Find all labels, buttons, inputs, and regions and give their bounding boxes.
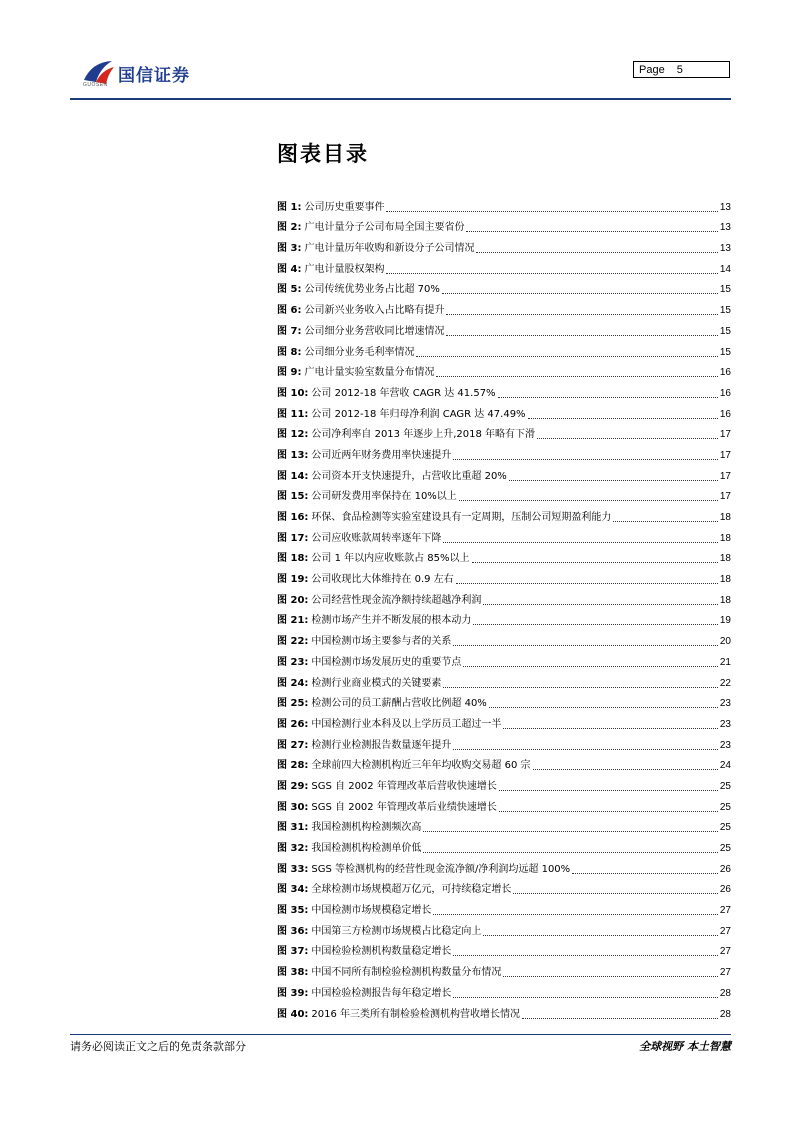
toc-entry-page: 25	[719, 843, 731, 854]
toc-entry-label: 图 37:	[277, 946, 309, 958]
toc-entry-label: 图 31:	[277, 822, 309, 834]
toc-entry-title: 中国不同所有制检验检测机构数量分布情况	[311, 967, 502, 979]
toc-entry-page: 18	[719, 553, 731, 565]
toc-dot-leader	[483, 604, 717, 605]
toc-entry[interactable]	[277, 338, 731, 359]
toc-entry-page: 25	[719, 822, 731, 834]
toc-entry[interactable]	[277, 234, 731, 255]
toc-entry-title: 公司新兴业务收入占比略有提升	[304, 305, 445, 317]
toc-entry-label: 图 10:	[277, 387, 309, 399]
toc-dot-leader	[386, 273, 717, 274]
toc-entry-page: 27	[719, 946, 731, 958]
toc-entry-page: 27	[719, 967, 731, 979]
toc-dot-leader	[503, 976, 717, 977]
toc-entry[interactable]	[277, 524, 731, 545]
toc-entry[interactable]	[277, 421, 731, 442]
toc-entry-label: 图 28:	[277, 760, 309, 772]
toc-entry-page: 16	[719, 387, 731, 399]
toc-dot-leader	[453, 955, 717, 956]
toc-entry-title: 公司经营性现金流净额持续超越净利润	[311, 594, 482, 606]
toc-entry-label: 图 17:	[277, 532, 309, 544]
toc-dot-leader	[499, 811, 718, 812]
toc-entry-page: 26	[719, 863, 731, 875]
toc-entry-label: 图 29:	[277, 780, 309, 792]
toc-dot-leader	[443, 687, 717, 688]
toc-entry[interactable]	[277, 296, 731, 317]
toc-entry[interactable]	[277, 483, 731, 504]
toc-entry[interactable]	[277, 607, 731, 628]
toc-entry[interactable]	[277, 958, 731, 979]
toc-entry[interactable]	[277, 917, 731, 938]
toc-entry-label: 图 9:	[277, 367, 302, 379]
toc-entry[interactable]	[277, 690, 731, 711]
toc-entry-label: 图 36:	[277, 925, 309, 937]
toc-entry-page: 25	[719, 780, 731, 792]
toc-entry-page: 13	[719, 201, 731, 213]
toc-entry-title: 广电计量实验室数量分布情况	[304, 367, 435, 379]
footer-slogan: 全球视野 本土智慧	[639, 1040, 731, 1053]
toc-entry[interactable]	[277, 752, 731, 773]
toc-entry-title: 公司 1 年以内应收账款占 85%以上	[311, 553, 470, 565]
toc-entry-title: 公司资本开支快速提升，占营收比重超 20%	[311, 470, 507, 482]
toc-entry-page: 14	[719, 263, 731, 275]
toc-entry-label: 图 39:	[277, 987, 309, 999]
toc-entry-page: 16	[719, 367, 731, 379]
toc-entry-title: 公司 2012-18 年营收 CAGR 达 41.57%	[311, 387, 496, 399]
toc-entry-page: 21	[719, 656, 731, 668]
toc-entry-title: 全球检测市场规模超万亿元，可持续稳定增长	[311, 884, 512, 896]
toc-entry-label: 图 21:	[277, 615, 309, 627]
toc-entry-label: 图 16:	[277, 512, 309, 523]
toc-entry-page: 28	[719, 987, 731, 999]
toc-entry-label: 图 3:	[277, 243, 302, 255]
toc-entry-label: 图 24:	[277, 677, 309, 689]
toc-entry-page: 24	[719, 760, 731, 772]
toc-entry[interactable]	[277, 876, 731, 897]
toc-dot-leader	[416, 356, 717, 357]
toc-entry-title: 公司 2012-18 年归母净利润 CAGR 达 47.49%	[311, 408, 526, 420]
toc-entry-page: 15	[719, 305, 731, 317]
toc-entry-label: 图 13:	[277, 449, 309, 461]
toc-entry-label: 图 25:	[277, 698, 309, 710]
page-number: 5	[676, 64, 683, 76]
toc-entry-page: 17	[719, 429, 731, 441]
toc-dot-leader	[446, 314, 717, 315]
toc-entry-page: 13	[719, 222, 731, 234]
toc-entry[interactable]	[277, 731, 731, 752]
toc-entry-page: 18	[719, 574, 731, 586]
toc-dot-leader	[433, 914, 717, 915]
toc-entry-title: 公司近两年财务费用率快速提升	[311, 449, 452, 461]
toc-entry-label: 图 4:	[277, 263, 302, 275]
toc-entry-label: 图 33:	[277, 863, 309, 875]
toc-dot-leader	[503, 728, 717, 729]
toc-entry-page: 27	[719, 905, 731, 917]
toc-entry-title: 中国检测行业本科及以上学历员工超过一半	[311, 718, 502, 730]
toc-entry[interactable]	[277, 669, 731, 690]
toc-entry-title: SGS 自 2002 年管理改革后业绩快速增长	[311, 801, 497, 813]
toc-entry[interactable]	[277, 565, 731, 586]
toc-entry-title: 公司收现比大体维持在 0.9 左右	[311, 574, 454, 586]
toc-dot-leader	[499, 790, 718, 791]
toc-entry[interactable]	[277, 896, 731, 917]
toc-entry-title: 公司应收账款周转率逐年下降	[311, 532, 442, 544]
toc-dot-leader	[476, 252, 717, 253]
toc-entry-page: 23	[719, 718, 731, 730]
toc-entry-label: 图 19:	[277, 574, 309, 586]
page-title: 图表目录	[277, 141, 369, 166]
toc-entry[interactable]	[277, 710, 731, 731]
table-of-figures	[277, 193, 731, 1021]
toc-entry-label: 图 20:	[277, 594, 309, 606]
toc-entry-title: 检测行业检测报告数量逐年提升	[311, 739, 452, 751]
toc-dot-leader	[522, 1018, 718, 1019]
toc-dot-leader	[453, 645, 717, 646]
footer-divider	[70, 1034, 731, 1035]
toc-entry[interactable]	[277, 772, 731, 793]
toc-dot-leader	[466, 231, 717, 232]
toc-entry-title: SGS 等检测机构的经营性现金流净额/净利润均远超 100%	[311, 863, 571, 875]
toc-dot-leader	[498, 397, 718, 398]
toc-dot-leader	[533, 769, 718, 770]
toc-entry[interactable]	[277, 545, 731, 566]
toc-entry-label: 图 11:	[277, 408, 309, 420]
toc-entry-title: 中国第三方检测市场规模占比稳定向上	[311, 925, 482, 937]
toc-entry-page: 18	[719, 594, 731, 606]
toc-dot-leader	[453, 749, 717, 750]
toc-entry-label: 图 6:	[277, 305, 302, 317]
toc-entry[interactable]	[277, 938, 731, 959]
toc-dot-leader	[572, 873, 718, 874]
toc-dot-leader	[463, 666, 717, 667]
toc-entry-page: 26	[719, 884, 731, 896]
toc-entry-title: 全球前四大检测机构近三年年均收购交易超 60 宗	[311, 760, 531, 772]
toc-entry-title: 中国检测市场主要参与者的关系	[311, 636, 452, 648]
toc-entry-label: 图 23:	[277, 656, 309, 668]
toc-entry[interactable]	[277, 317, 731, 338]
toc-entry-page: 15	[719, 346, 731, 358]
toc-entry[interactable]	[277, 793, 731, 814]
toc-dot-leader	[473, 624, 717, 625]
toc-entry-label: 图 26:	[277, 718, 309, 730]
toc-dot-leader	[483, 935, 717, 936]
toc-entry-title: 检测行业商业模式的关键要素	[311, 677, 442, 689]
toc-dot-leader	[443, 542, 717, 543]
toc-dot-leader	[423, 831, 717, 832]
toc-entry[interactable]	[277, 462, 731, 483]
toc-entry-title: 公司细分业务营收同比增速情况	[304, 325, 445, 337]
toc-entry-page: 27	[719, 925, 731, 937]
toc-entry-page: 18	[719, 532, 731, 544]
toc-entry-label: 图 32:	[277, 843, 309, 854]
toc-entry-label: 图 35:	[277, 905, 309, 917]
page-label: Page	[639, 64, 665, 76]
toc-entry-page: 25	[719, 801, 731, 813]
toc-entry-page: 20	[719, 636, 731, 648]
toc-dot-leader	[423, 852, 717, 853]
toc-entry[interactable]	[277, 855, 731, 876]
toc-entry-title: 中国检验检测机构数量稳定增长	[311, 946, 452, 958]
toc-dot-leader	[513, 893, 717, 894]
toc-entry-label: 图 8:	[277, 346, 302, 358]
toc-entry[interactable]	[277, 503, 731, 524]
toc-entry-label: 图 40:	[277, 1008, 309, 1020]
header-divider	[70, 98, 731, 100]
toc-entry-label: 图 12:	[277, 429, 309, 441]
footer-disclaimer: 请务必阅读正文之后的免责条款部分	[70, 1040, 246, 1053]
toc-dot-leader	[446, 335, 717, 336]
toc-entry-page: 17	[719, 491, 731, 503]
toc-entry-title: 公司历史重要事件	[304, 201, 385, 213]
toc-entry-label: 图 38:	[277, 967, 309, 979]
toc-entry-label: 图 22:	[277, 636, 309, 648]
toc-entry-page: 17	[719, 470, 731, 482]
toc-entry-page: 28	[719, 1008, 731, 1020]
toc-entry-label: 图 5:	[277, 284, 302, 296]
toc-entry-title: 检测市场产生并不断发展的根本动力	[311, 615, 472, 627]
toc-entry[interactable]	[277, 214, 731, 235]
toc-entry-page: 23	[719, 698, 731, 710]
toc-entry-label: 图 1:	[277, 201, 302, 213]
toc-entry-title: 中国检测市场规模稳定增长	[311, 905, 432, 917]
toc-dot-leader	[613, 521, 717, 522]
toc-entry-page: 23	[719, 739, 731, 751]
toc-entry-label: 图 18:	[277, 553, 309, 565]
toc-dot-leader	[537, 438, 718, 439]
toc-entry-page: 17	[719, 449, 731, 461]
toc-entry-title: 广电计量分子公司布局全国主要省份	[304, 222, 465, 234]
toc-entry-label: 图 15:	[277, 491, 309, 503]
toc-entry[interactable]	[277, 979, 731, 1000]
toc-entry-page: 19	[719, 615, 731, 627]
toc-dot-leader	[528, 418, 718, 419]
brand-logo	[82, 58, 222, 90]
toc-entry-label: 图 2:	[277, 222, 302, 234]
toc-entry-title: 2016 年三类所有制检验检测机构营收增长情况	[311, 1008, 521, 1020]
toc-entry-label: 图 14:	[277, 470, 309, 482]
page-header	[0, 0, 793, 100]
toc-entry-title: 中国检验检测报告每年稳定增长	[311, 987, 452, 999]
toc-entry-page: 16	[719, 408, 731, 420]
brand-name: 国信证券	[118, 66, 190, 86]
toc-entry[interactable]	[277, 586, 731, 607]
toc-entry[interactable]	[277, 834, 731, 855]
page-indicator	[633, 61, 730, 78]
toc-entry-title: 我国检测机构检测单价低	[311, 843, 422, 854]
toc-dot-leader	[489, 707, 718, 708]
toc-dot-leader	[459, 500, 718, 501]
toc-entry[interactable]	[277, 276, 731, 297]
toc-entry-page: 15	[719, 284, 731, 296]
toc-entry-title: SGS 自 2002 年管理改革后营收快速增长	[311, 780, 497, 792]
toc-entry-title: 公司净利率自 2013 年逐步上升,2018 年略有下滑	[311, 429, 536, 441]
toc-entry-title: 环保、食品检测等实验室建设具有一定周期，压制公司短期盈利能力	[311, 512, 612, 523]
toc-entry-title: 公司传统优势业务占比超 70%	[304, 284, 440, 296]
toc-entry[interactable]	[277, 193, 731, 214]
toc-entry[interactable]	[277, 648, 731, 669]
toc-dot-leader	[509, 480, 718, 481]
toc-dot-leader	[453, 997, 717, 998]
toc-entry-label: 图 27:	[277, 739, 309, 751]
toc-entry[interactable]	[277, 379, 731, 400]
toc-dot-leader	[472, 562, 718, 563]
toc-dot-leader	[436, 376, 717, 377]
toc-entry-title: 我国检测机构检测频次高	[311, 822, 422, 834]
toc-entry-label: 图 34:	[277, 884, 309, 896]
toc-dot-leader	[456, 583, 718, 584]
toc-entry[interactable]	[277, 627, 731, 648]
toc-entry-page: 18	[719, 512, 731, 523]
toc-dot-leader	[442, 293, 718, 294]
toc-entry-title: 检测公司的员工薪酬占营收比例超 40%	[311, 698, 487, 710]
toc-entry-page: 22	[719, 677, 731, 689]
toc-dot-leader	[386, 211, 717, 212]
toc-entry[interactable]	[277, 359, 731, 380]
toc-entry-label: 图 30:	[277, 801, 309, 813]
toc-entry[interactable]	[277, 1000, 731, 1021]
toc-entry-title: 公司研发费用率保持在 10%以上	[311, 491, 457, 503]
toc-entry-page: 13	[719, 243, 731, 255]
toc-entry-title: 广电计量股权架构	[304, 263, 385, 275]
toc-entry-title: 中国检测市场发展历史的重要节点	[311, 656, 462, 668]
toc-entry-title: 公司细分业务毛利率情况	[304, 346, 415, 358]
toc-entry-title: 广电计量历年收购和新设分子公司情况	[304, 243, 475, 255]
toc-entry[interactable]	[277, 255, 731, 276]
toc-entry[interactable]	[277, 814, 731, 835]
toc-entry[interactable]	[277, 400, 731, 421]
toc-dot-leader	[453, 459, 717, 460]
brand-sub: GUOSEN	[83, 82, 108, 88]
toc-entry-page: 15	[719, 325, 731, 337]
toc-entry[interactable]	[277, 441, 731, 462]
toc-entry-label: 图 7:	[277, 325, 302, 337]
